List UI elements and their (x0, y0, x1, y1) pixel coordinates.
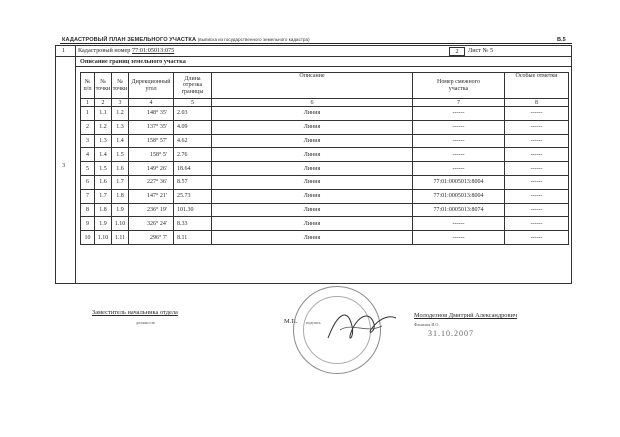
cell-from-point: 1.2 (95, 120, 112, 134)
cell-length: 101.30 (174, 203, 212, 217)
header-length: Длина отрезка границы (174, 73, 212, 99)
table-row (81, 148, 569, 162)
cell-azimuth: 227° 36' (129, 175, 174, 189)
header-npp: № п/п (81, 73, 95, 99)
boundary-table (80, 72, 569, 245)
cell-notes: ------ (505, 134, 569, 148)
cell-from-point: 1.5 (95, 162, 112, 176)
colnum-7: 7 (413, 99, 505, 107)
cell-notes: ------ (505, 148, 569, 162)
cell-length: 18.64 (174, 162, 212, 176)
sheet-label: Лист № 5 (468, 47, 494, 54)
cell-azimuth: 236° 19' (129, 203, 174, 217)
cell-description: Линия (212, 107, 413, 121)
header-notes: Особые отметки (505, 73, 569, 99)
cell-to-point: 1.7 (112, 175, 129, 189)
cell-description: Линия (212, 203, 413, 217)
cell-from-point: 1.1 (95, 107, 112, 121)
cell-length: 2.76 (174, 148, 212, 162)
form-code: В.5 (557, 37, 566, 43)
colnum-1: 1 (81, 99, 95, 107)
cell-npp: 5 (81, 162, 95, 176)
cell-length: 8.33 (174, 217, 212, 231)
table-row (81, 189, 569, 203)
table-row (81, 203, 569, 217)
cell-adjacent: 77:01:0005013:8004 (413, 189, 505, 203)
cell-description: Линия (212, 217, 413, 231)
cell-from-point: 1.7 (95, 189, 112, 203)
row1-divider (55, 56, 572, 57)
cell-adjacent: ------ (413, 162, 505, 176)
table-row (81, 217, 569, 231)
cell-adjacent: ------ (413, 217, 505, 231)
table-header-row (81, 73, 569, 99)
cell-from-point: 1.9 (95, 217, 112, 231)
signer-position: Заместитель начальника отдела (92, 309, 178, 316)
cell-adjacent: ------ (413, 134, 505, 148)
signer-name: Молодезнов Дмитрий Александрович (414, 312, 518, 319)
signing-date: 31.10.2007 (428, 329, 474, 338)
cell-azimuth: 149° 26' (129, 162, 174, 176)
table-row (81, 120, 569, 134)
header-rule (60, 43, 572, 44)
cell-notes: ------ (505, 175, 569, 189)
colnum-6: 6 (212, 99, 413, 107)
cell-npp: 7 (81, 189, 95, 203)
cell-to-point: 1.9 (112, 203, 129, 217)
cell-npp: 6 (81, 175, 95, 189)
cell-npp: 10 (81, 231, 95, 245)
cell-from-point: 1.3 (95, 134, 112, 148)
table-row (81, 134, 569, 148)
cell-description: Линия (212, 120, 413, 134)
cell-npp: 9 (81, 217, 95, 231)
cell-notes: ------ (505, 231, 569, 245)
cadastral-number-value: 77:01:05013:075 (131, 47, 175, 54)
table-row (81, 162, 569, 176)
cell-length: 4.62 (174, 134, 212, 148)
cell-description: Линия (212, 162, 413, 176)
table-row (81, 107, 569, 121)
colnum-4: 4 (129, 99, 174, 107)
cell-azimuth: 158° 5' (129, 148, 174, 162)
document-subtitle: (выписка из государственного земельного кадастра) (197, 37, 310, 42)
cell-azimuth: 158° 57' (129, 134, 174, 148)
cell-adjacent: ------ (413, 148, 505, 162)
cell-adjacent: 77:01:0005013:8004 (413, 175, 505, 189)
cadastral-number-field (78, 47, 174, 54)
cell-from-point: 1.6 (95, 175, 112, 189)
mp-label: М.П. (284, 318, 298, 325)
header-azimuth: Дирекционный угол (129, 73, 174, 99)
row1-number: 1 (62, 47, 66, 54)
cell-azimuth: 147° 21' (129, 189, 174, 203)
cell-azimuth: 296° 7' (129, 231, 174, 245)
document-title-text: КАДАСТРОВЫЙ ПЛАН ЗЕМЕЛЬНОГО УЧАСТКА (62, 37, 197, 43)
cell-description: Линия (212, 148, 413, 162)
cell-notes: ------ (505, 203, 569, 217)
colnum-2: 2 (95, 99, 112, 107)
cell-adjacent: ------ (413, 120, 505, 134)
section-title-divider (75, 66, 572, 67)
cell-length: 2.03 (174, 107, 212, 121)
cell-length: 8.11 (174, 231, 212, 245)
cell-description: Линия (212, 134, 413, 148)
signature-caption: подпись (306, 320, 321, 325)
header-to-point: № точки (112, 73, 129, 99)
sheet-box-number: 2 (449, 47, 465, 56)
cell-description: Линия (212, 175, 413, 189)
cell-azimuth: 137° 35' (129, 120, 174, 134)
cell-adjacent: ------ (413, 107, 505, 121)
column-number-row (81, 99, 569, 107)
section-number: 3 (62, 162, 66, 169)
cell-length: 4.09 (174, 120, 212, 134)
cadastral-label: Кадастровый номер (78, 47, 131, 54)
document-title (62, 37, 310, 43)
cell-from-point: 1.8 (95, 203, 112, 217)
cell-notes: ------ (505, 189, 569, 203)
cell-npp: 3 (81, 134, 95, 148)
header-from-point: № точки (95, 73, 112, 99)
signer-position-caption: должность (136, 320, 156, 325)
cell-to-point: 1.6 (112, 162, 129, 176)
cell-npp: 1 (81, 107, 95, 121)
cell-npp: 8 (81, 203, 95, 217)
cell-notes: ------ (505, 162, 569, 176)
header-description: Описание (212, 73, 413, 99)
cell-npp: 2 (81, 120, 95, 134)
cell-notes: ------ (505, 217, 569, 231)
header-adjacent: Номер смежного участка (413, 73, 505, 99)
table-row (81, 175, 569, 189)
cell-adjacent: 77:01:0005013:8074 (413, 203, 505, 217)
cell-notes: ------ (505, 120, 569, 134)
cell-to-point: 1.10 (112, 217, 129, 231)
signer-name-caption: Фамилия И.О. (414, 322, 440, 327)
table-row (81, 231, 569, 245)
number-column-divider (75, 45, 76, 284)
cell-length: 25.73 (174, 189, 212, 203)
cell-to-point: 1.11 (112, 231, 129, 245)
cell-to-point: 1.4 (112, 134, 129, 148)
cell-to-point: 1.5 (112, 148, 129, 162)
cell-from-point: 1.4 (95, 148, 112, 162)
cell-description: Линия (212, 189, 413, 203)
handwritten-signature (322, 300, 402, 350)
cell-to-point: 1.2 (112, 107, 129, 121)
cell-azimuth: 148° 35' (129, 107, 174, 121)
colnum-8: 8 (505, 99, 569, 107)
cell-description: Линия (212, 231, 413, 245)
cell-to-point: 1.3 (112, 120, 129, 134)
cell-to-point: 1.8 (112, 189, 129, 203)
cell-adjacent: ------ (413, 231, 505, 245)
cell-length: 8.57 (174, 175, 212, 189)
colnum-5: 5 (174, 99, 212, 107)
cell-azimuth: 326° 24' (129, 217, 174, 231)
section-title: Описание границ земельного участка (80, 58, 186, 65)
cell-from-point: 1.10 (95, 231, 112, 245)
cell-npp: 4 (81, 148, 95, 162)
colnum-3: 3 (112, 99, 129, 107)
cell-notes: ------ (505, 107, 569, 121)
